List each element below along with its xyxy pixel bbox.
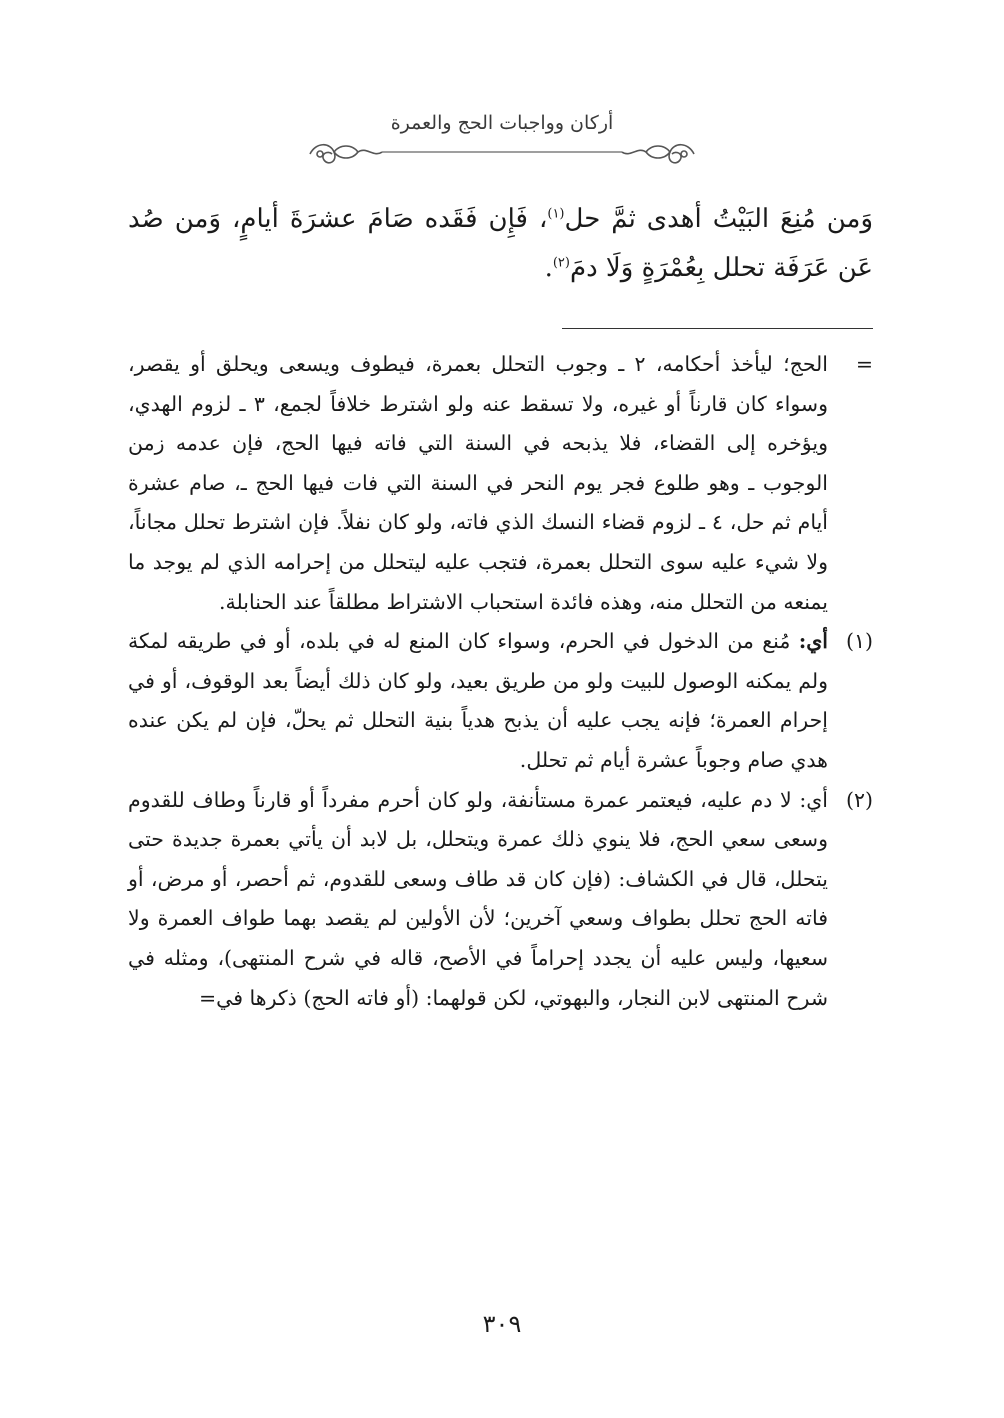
footnote-1 — [128, 622, 873, 780]
page-number: ٣٠٩ — [482, 1310, 522, 1338]
footnote-1-marker: (١) — [845, 629, 873, 654]
footnote-2-text: أي: لا دم عليه، فيعتمر عمرة مستأنفة، ولو كان أحرم مفرداً أو قارناً وطاف للقدوم وسعى سعي الحج، فلا ينوي ذلك عمرة ويتحلل، بل لابد أن يأتي بعمرة جديدة حتى يتحلل، قال في الكشاف: (فإن كان قد طاف وسعى للقدوم، ثم أحصر، أو مرض، أو فاته الحج تحلل بطواف وسعي آخرين؛ لأن الأولين لم يقصد بهما طواف العمرة ولا سعيها، وليس عليه أن يجدد إحراماً في الأصح، قاله في شرح المنتهى)، ومثله في شرح المنتهى لابن النجار، والبهوتي، لكن قولهما: (أو فاته الحج) ذكرها في= — [128, 787, 828, 1010]
header-ornament-icon — [300, 132, 704, 172]
page-header — [0, 112, 1004, 172]
main-text-part1: وَمن مُنِعَ البَيْتُ أهدى ثمَّ حل — [564, 204, 874, 234]
main-text — [128, 195, 873, 293]
running-title: أركان وواجبات الحج والعمرة — [390, 112, 614, 134]
footnote-divider — [562, 328, 873, 329]
main-text-part2: ، فَإِن فَقَده صَامَ عشرَةَ أيامٍ، وَمن صُد عَن عَرَفَة تحلل بِعُمْرَةٍ وَلَا دمَ — [128, 204, 873, 283]
footnote-ref-2: (٢) — [552, 255, 570, 271]
main-text-part3: . — [544, 253, 553, 283]
footnote-1-body: مُنع من الدخول في الحرم، وسواء كان المنع له في بلده، أو في طريقه لمكة ولم يمكنه الوصول للبيت ولو من طريق بعيد، ولو كان ذلك أيضاً بعد الوقوف، أو في إحرام العمرة؛ فإنه يجب عليه أن يذبح هدياً بنية التحلل ثم يحلّ، فإن لم يكن عنده هدي صام وجوباً عشرة أيام ثم تحلل. — [128, 629, 828, 772]
footnote-ref-1: (١) — [547, 206, 565, 222]
continuation-text: الحج؛ ليأخذ أحكامه، ٢ ـ وجوب التحلل بعمرة، فيطوف ويسعى ويحلق أو يقصر، وسواء كان قارناً أو غيره، ولا تسقط عنه ولو اشترط خلافاً لجمع، ٣ ـ لزوم الهدي، ويؤخره إلى القضاء، فلا يذبحه في السنة التي فاته فيها الحج، فإن عدمه زمن الوجوب ـ وهو طلوع فجر يوم النحر في السنة التي فات فيها الحج ـ، صام عشرة أيام ثم حل، ٤ ـ لزوم قضاء النسك الذي فاته، ولو كان نفلاً. فإن اشترط تحلل مجاناً، ولا شيء عليه سوى التحلل بعمرة، فتجب عليه ليتحلل من إحرامه الذي لم يوجد ما يمنعه من التحلل منه، وهذه فائدة استحباب الاشتراط مطلقاً عند الحنابلة. — [128, 352, 828, 614]
continuation-marker: = — [855, 352, 873, 376]
footnote-continuation — [128, 345, 873, 622]
footnote-2 — [128, 781, 873, 1019]
footnotes-section — [128, 345, 873, 1018]
footnote-1-text — [128, 622, 828, 780]
footnote-2-marker: (٢) — [845, 787, 873, 812]
footnote-1-bold: أي: — [798, 629, 828, 654]
